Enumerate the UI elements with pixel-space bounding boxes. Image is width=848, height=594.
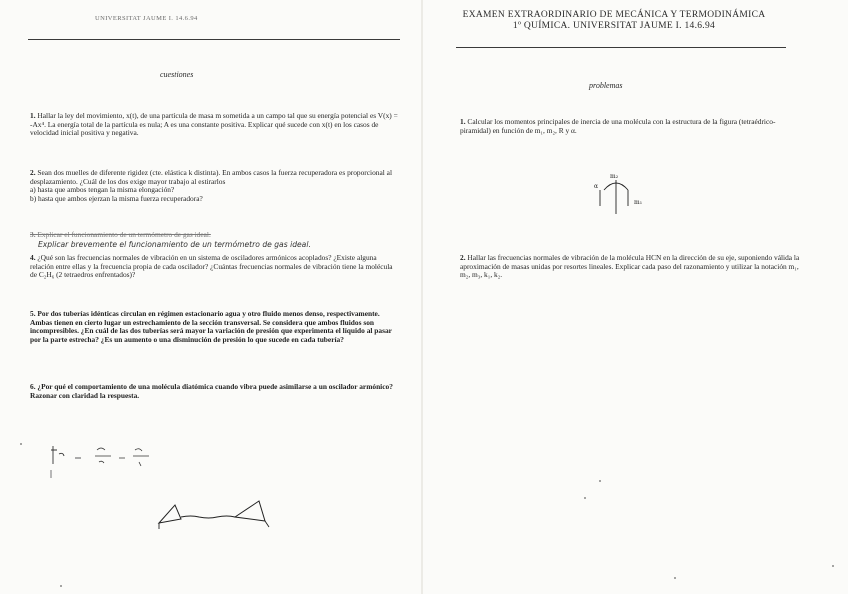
figure-label-side: m₁ (634, 199, 643, 206)
cuestiones-title: cuestiones (160, 70, 194, 79)
figure-label-top: m₂ (610, 173, 619, 180)
problem-1 (460, 118, 805, 135)
problemas-title: problemas (589, 81, 623, 90)
question-3-handwritten: Explicar brevemente el funcionamiento de un termómetro de gas ideal. (38, 240, 311, 249)
question-2-sub-a: a) hasta que ambos tengan la misma elongación? (30, 185, 175, 195)
question-3-crossed (30, 231, 400, 240)
problem-2-number: 2. (460, 253, 466, 262)
scan-speck (20, 443, 22, 445)
scan-speck (674, 577, 676, 579)
question-3-number: 3. (30, 230, 36, 239)
scan-speck (832, 565, 834, 567)
question-4-text: ¿Qué son las frecuencias normales de vibración en un sistema de osciladores armónicos acoplados? ¿Existe alguna relación entre ellas y la frecuencia propia de cada oscilador? ¿Cuántas frecuencias normales de vibración tiene la molécula de C₂H₆ (2 tetraedros enfrentados)? (30, 253, 393, 280)
page-fold (421, 0, 423, 594)
exam-title-line-2: 1º QUÍMICA. UNIVERSITAT JAUME I. 14.6.94 (512, 20, 716, 31)
exam-title (454, 10, 774, 31)
question-4 (30, 254, 400, 280)
question-1-text: Hallar la ley del movimiento, x(t), de una partícula de masa m sometida a un campo tal que su energía potencial es V(x) = -Ax⁴. La energía total de la partícula es nula; A es una constante positiva. Explicar qué sucede con x(t) en los casos de velocidad inicial positiva y negativa. (30, 111, 398, 138)
question-2-number: 2. (30, 168, 36, 177)
handwritten-formula-sketch (45, 440, 165, 485)
question-5-number: 5. (30, 309, 36, 318)
left-page-header: UNIVERSITAT JAUME I. 14.6.94 (95, 15, 198, 22)
figure-label-angle: α (594, 183, 599, 190)
question-2-sub-b: b) hasta que ambos ejerzan la misma fuerza recuperadora? (30, 193, 203, 203)
question-1 (30, 112, 400, 138)
left-page (0, 0, 420, 594)
question-2-text: Sean dos muelles de diferente rigidez (cte. elástica k distinta). En ambos casos la fuerza recuperadora es proporcional al desplazamiento. ¿Cuál de los dos exige mayor trabajo al estirarlos (30, 168, 393, 186)
scan-speck (599, 480, 601, 482)
problem-2 (460, 254, 805, 280)
diatomic-spring-sketch (155, 495, 275, 535)
question-3-text: Explicar el funcionamiento de un termómetro de gas ideal. (37, 230, 211, 239)
molecule-figure (594, 168, 674, 223)
question-2 (30, 169, 400, 203)
question-1-number: 1. (30, 111, 36, 120)
problem-2-text: Hallar las frecuencias normales de vibración de la molécula HCN en la dirección de su eje, suponiendo válida la aproximación de masas unidas por resortes lineales. Explicar cada paso del razonamiento y utilizar la notación m₁, m₂, m₃, k₁, k₂. (460, 253, 800, 280)
question-5 (30, 310, 400, 344)
problem-1-number: 1. (460, 117, 466, 126)
question-6-text: ¿Por qué el comportamiento de una molécula diatómica cuando vibra puede asimilarse a un oscilador armónico? Razonar con claridad la respuesta. (30, 382, 393, 400)
right-page (424, 0, 848, 594)
question-4-number: 4. (30, 253, 36, 262)
scan-speck (60, 585, 62, 587)
question-6 (30, 383, 400, 400)
exam-title-line-1: EXAMEN EXTRAORDINARIO DE MECÁNICA Y TERMODINÁMICA (462, 10, 766, 20)
question-5-text: Por dos tuberías idénticas circulan en régimen estacionario agua y otro fluido menos denso, respectivamente. Ambas tienen en cierto lugar un estrechamiento de la sección transversal. Se considera que ambos fluidos son incompresibles. ¿En cuál de las dos tuberías será mayor la variación de presión que experimenta el líquido al pasar por la parte estrecha? ¿Es un aumento o una disminución de presión lo que sucede en cada tubería? (30, 309, 392, 344)
question-6-number: 6. (30, 382, 36, 391)
scan-speck (584, 497, 586, 499)
title-rule (456, 47, 786, 48)
problem-1-text: Calcular los momentos principales de inercia de una molécula con la estructura de la figura (tetraédrico-piramidal) en función de m₁, m₂, R y α. (460, 117, 776, 135)
header-rule (28, 39, 400, 40)
